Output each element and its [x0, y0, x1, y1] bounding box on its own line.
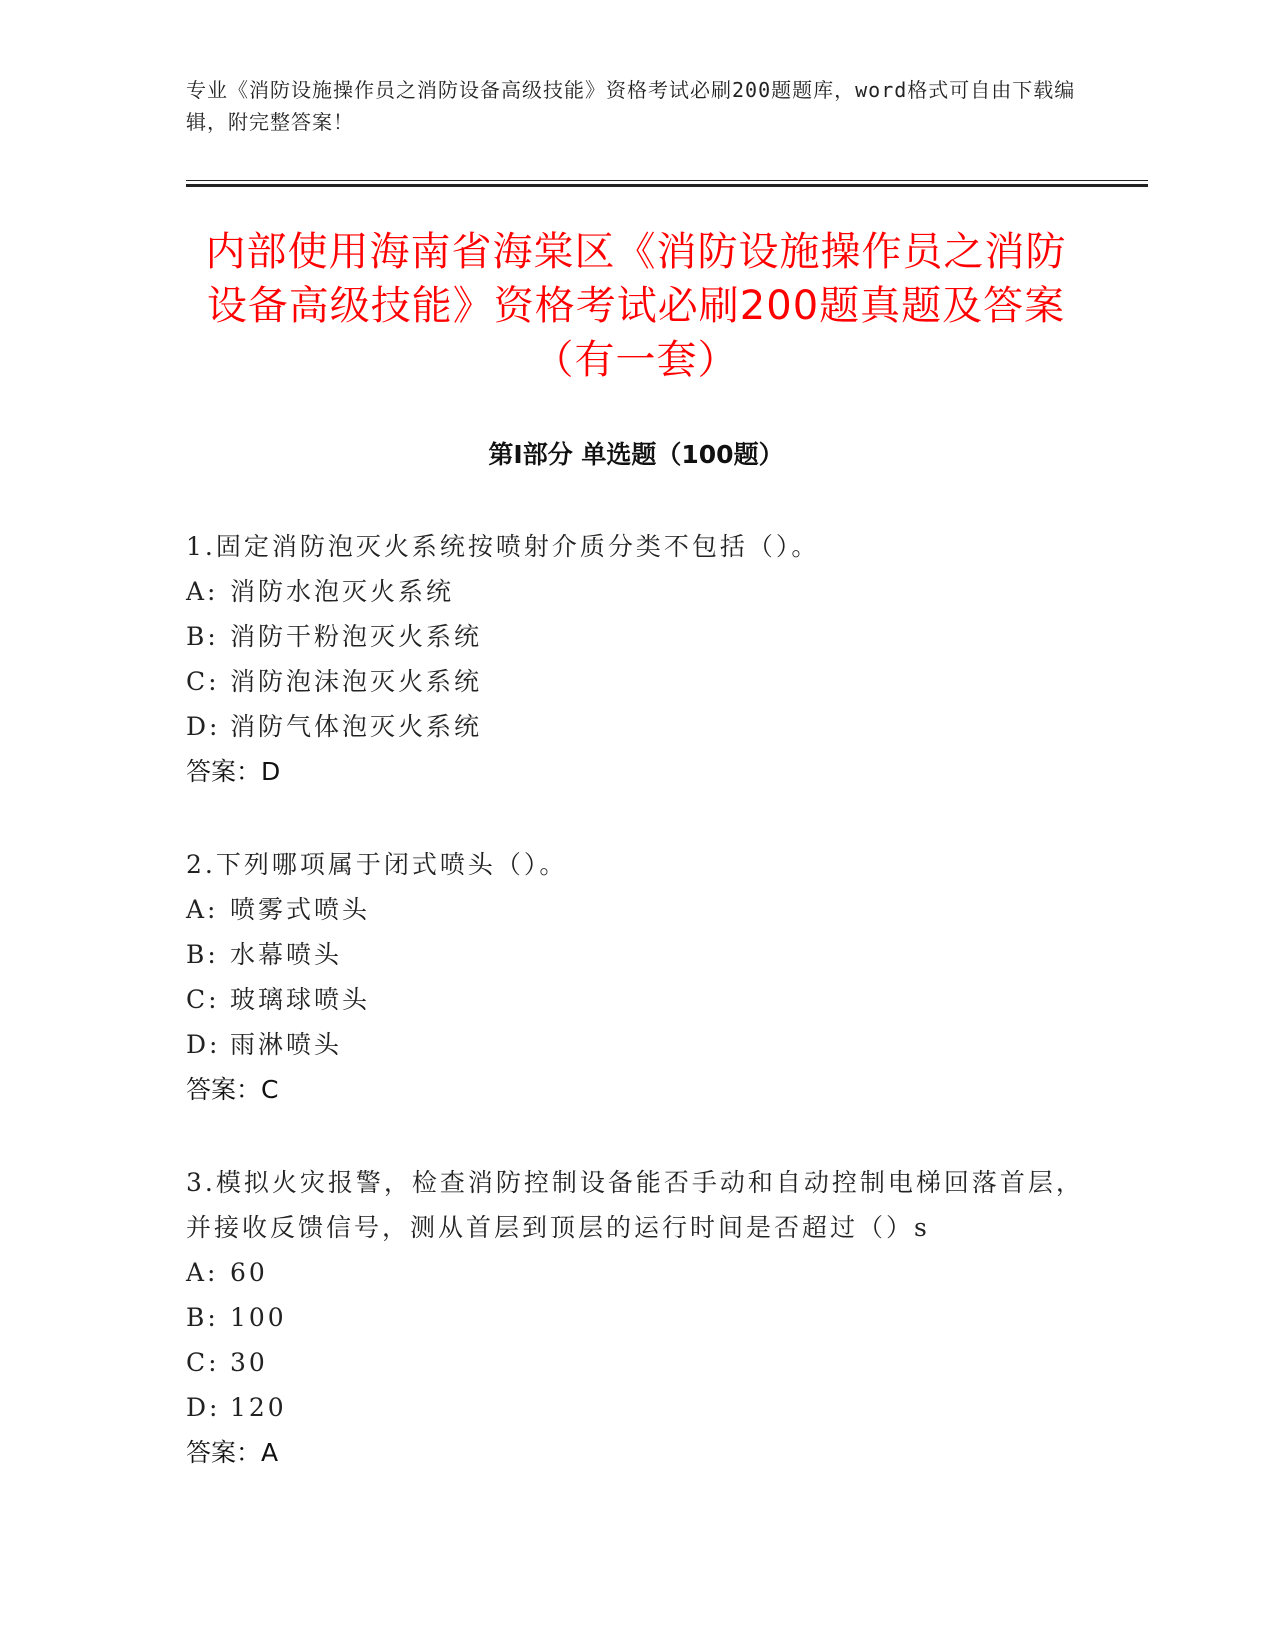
option-key: B: [186, 1303, 219, 1332]
option-a [186, 1250, 1086, 1295]
answer-line: 答案：A [186, 1438, 279, 1467]
option-text: 消防水泡灭火系统 [230, 577, 455, 606]
option-d [186, 1022, 1086, 1067]
question-stem: 1.固定消防泡灭火系统按喷射介质分类不包括（）。 [186, 532, 820, 561]
option-key: C: [186, 1348, 220, 1377]
option-c [186, 659, 1086, 704]
option-text: 30 [230, 1348, 268, 1377]
option-text: 玻璃球喷头 [230, 985, 371, 1014]
option-key: C: [186, 667, 220, 696]
option-text: 消防泡沫泡灭火系统 [230, 667, 483, 696]
header-divider-thick [186, 184, 1148, 187]
option-key: D: [186, 1030, 221, 1059]
option-text: 消防气体泡灭火系统 [230, 712, 483, 741]
option-text: 水幕喷头 [230, 940, 343, 969]
option-key: D: [186, 1393, 221, 1422]
option-text: 120 [230, 1393, 287, 1422]
answer-line: 答案：C [186, 1075, 279, 1104]
option-key: C: [186, 985, 220, 1014]
section-title: 第Ⅰ部分 单选题（100题） [488, 440, 784, 469]
header-note: 专业《消防设施操作员之消防设备高级技能》资格考试必刷200题题库，word格式可自由下载编辑，附完整答案！ [186, 78, 1076, 134]
option-key: A: [186, 895, 219, 924]
header-divider-thin [186, 180, 1148, 181]
option-d [186, 1385, 1086, 1430]
option-key: D: [186, 712, 221, 741]
question-2 [186, 842, 1086, 1112]
question-1 [186, 524, 1086, 794]
option-key: B: [186, 940, 219, 969]
option-key: A: [186, 1258, 219, 1287]
option-c [186, 1340, 1086, 1385]
option-b [186, 932, 1086, 977]
option-text: 60 [230, 1258, 268, 1287]
option-text: 雨淋喷头 [230, 1030, 343, 1059]
answer-line: 答案：D [186, 757, 281, 786]
option-b [186, 1295, 1086, 1340]
option-text: 喷雾式喷头 [230, 895, 371, 924]
question-3 [186, 1160, 1086, 1475]
option-d [186, 704, 1086, 749]
document-title: 内部使用海南省海棠区《消防设施操作员之消防设备高级技能》资格考试必刷200题真题及答案（有一套） [205, 229, 1067, 383]
option-key: B: [186, 622, 219, 651]
option-text: 消防干粉泡灭火系统 [230, 622, 483, 651]
option-a [186, 887, 1086, 932]
question-stem: 3.模拟火灾报警，检查消防控制设备能否手动和自动控制电梯回落首层，并接收反馈信号，测从首层到顶层的运行时间是否超过（）s [186, 1168, 1084, 1242]
option-key: A: [186, 577, 219, 606]
option-text: 100 [230, 1303, 287, 1332]
question-stem: 2.下列哪项属于闭式喷头（）。 [186, 850, 568, 879]
option-b [186, 614, 1086, 659]
option-a [186, 569, 1086, 614]
option-c [186, 977, 1086, 1022]
